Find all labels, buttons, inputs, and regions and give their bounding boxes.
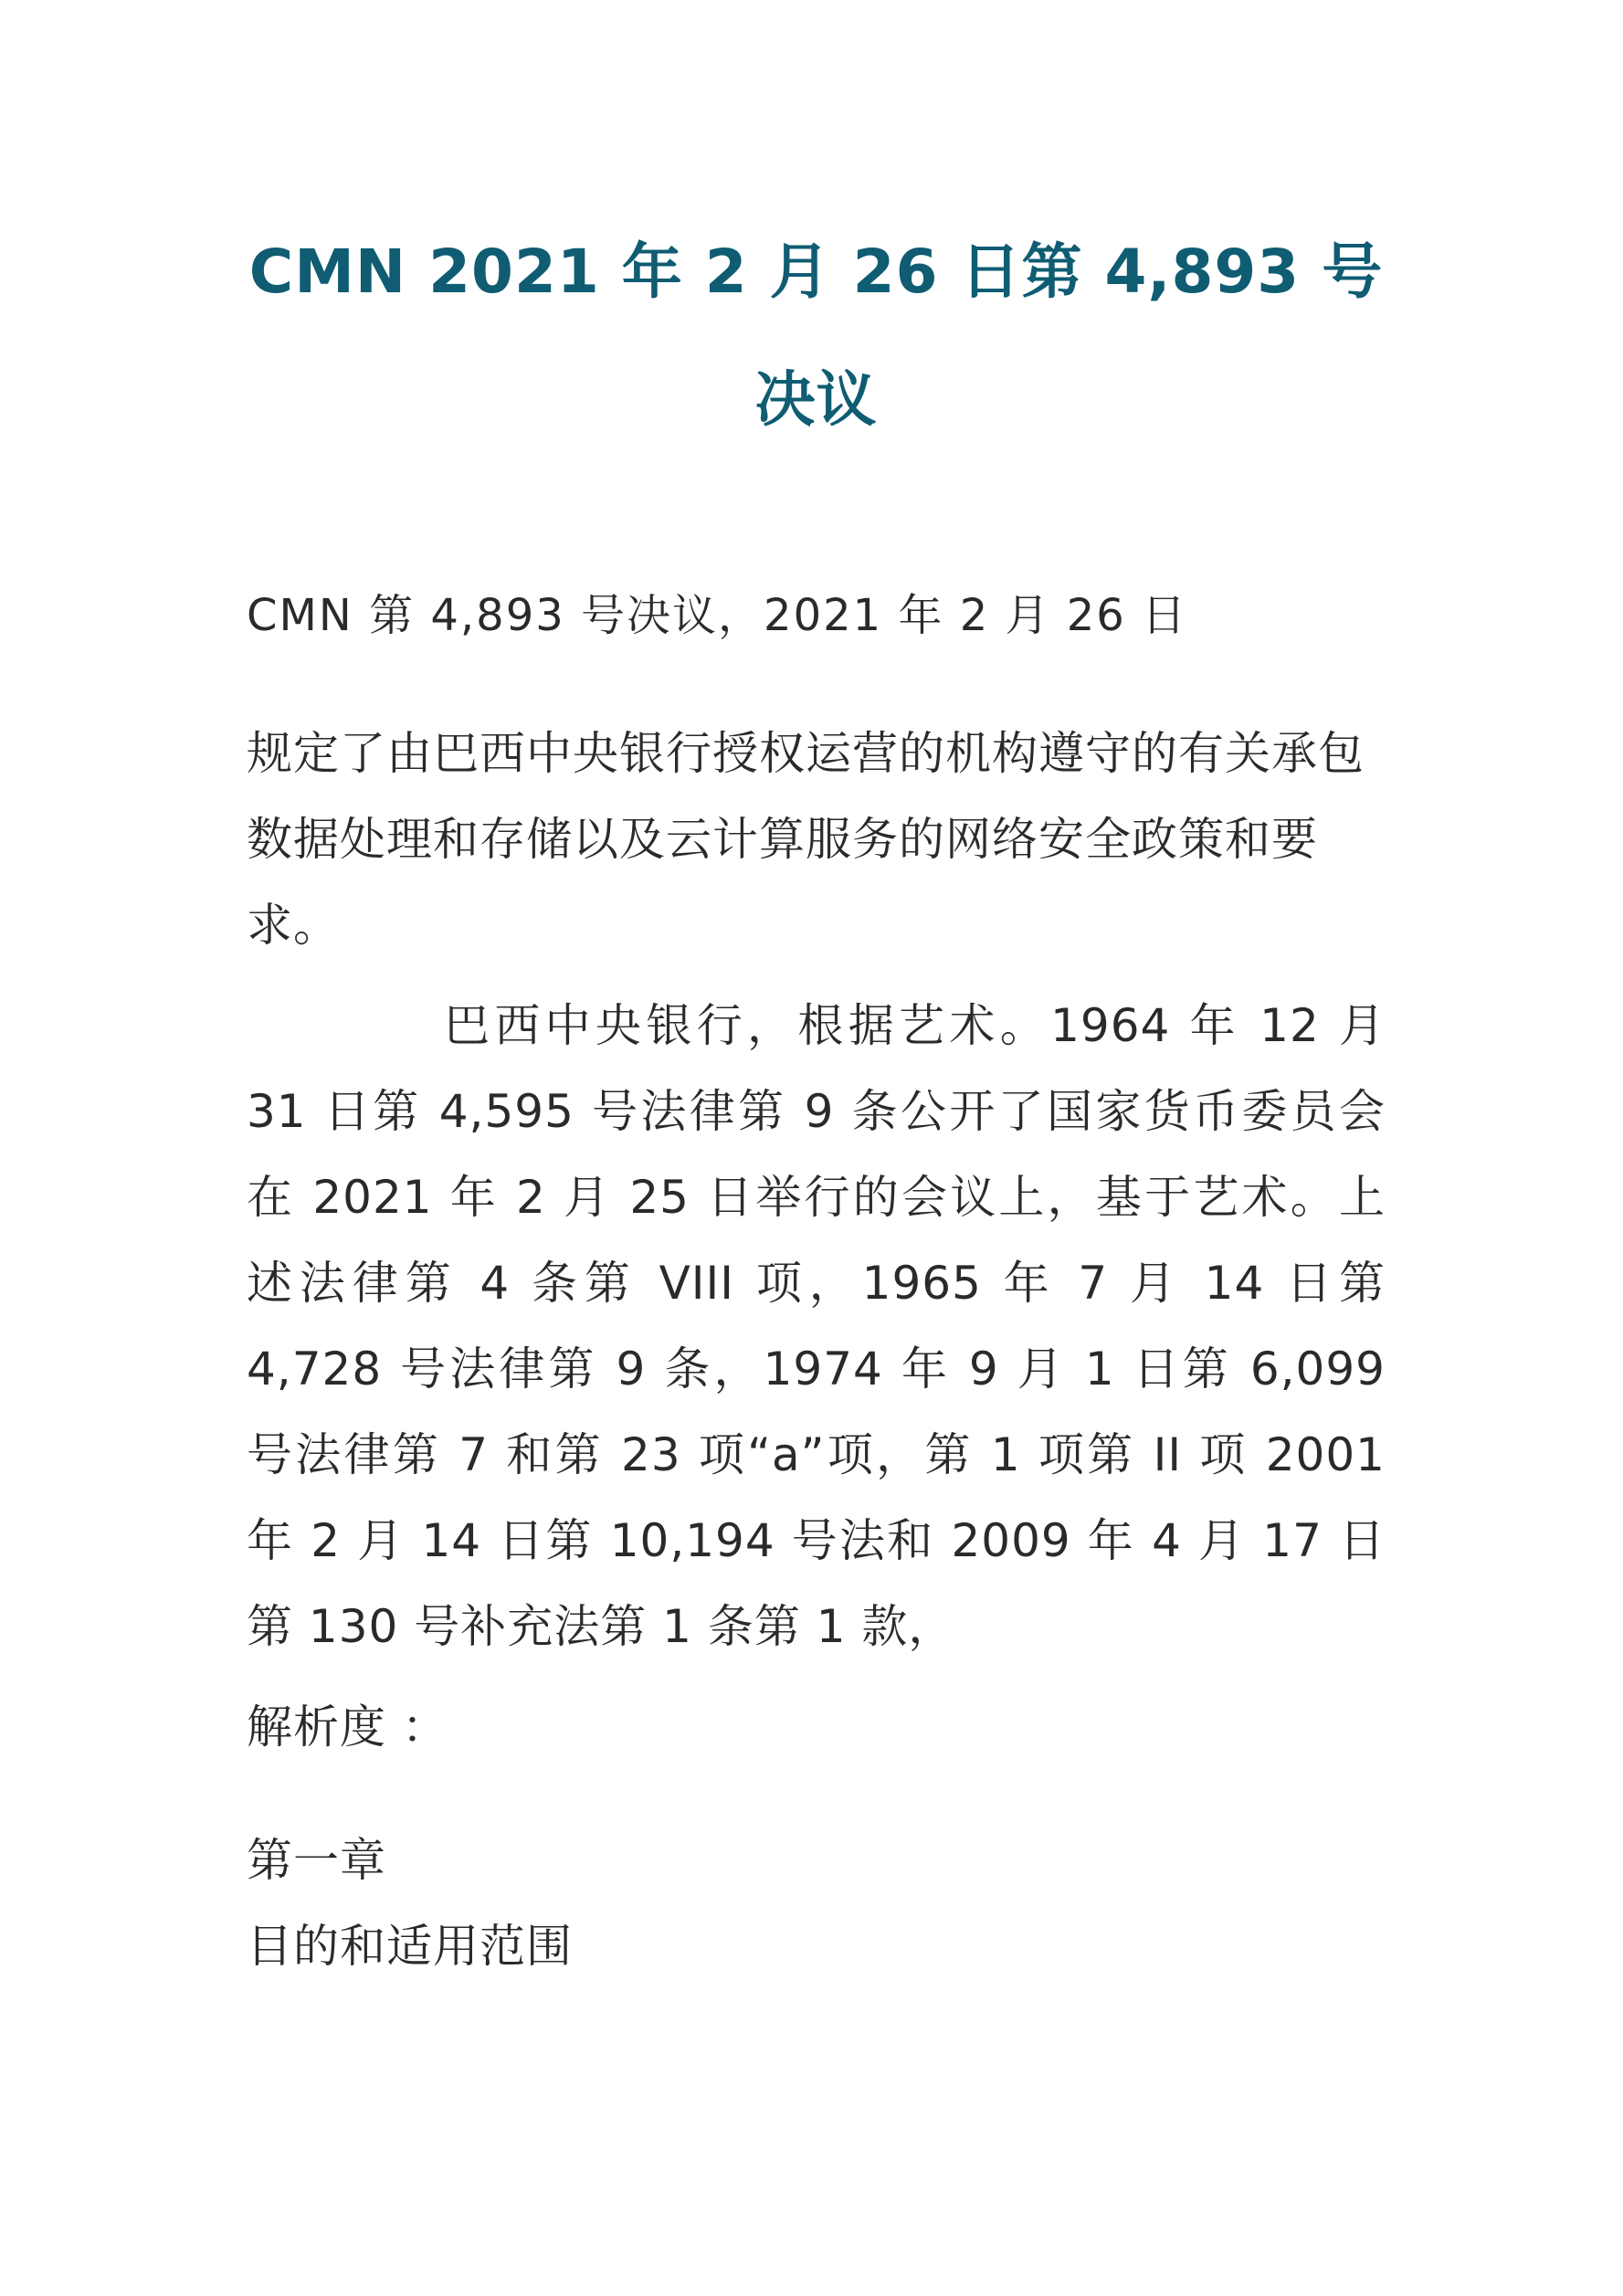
resolves-heading: 解析度 ：	[247, 1701, 448, 1754]
chapter-number: 第一章	[247, 1834, 386, 1887]
chapter-title: 目的和适用范围	[247, 1920, 573, 1973]
document-title	[247, 0, 1386, 464]
resolution-preamble: 巴西中央银行，根据艺术。1964 年 12 月 31 日第 4,595 号法律第 9 条公开了国家货币委员会在 2021 年 2 月 25 日举行的会议上，基于艺术。上述法律第 4 条第 VIII 项，1965 年 7 月 14 日第 4,728 号法律第 9 条，1974 年 9 月 1 日第 6,099 号法律第 7 和第 23 项“a”项，第 1 项第 II 项 2001 年 2 月 14 日第 10,194 号法和 2009 年 4 月 17 日第 130 号补充法第 1 条第 1 款，	[247, 999, 1386, 1653]
resolution-dateline: CMN 第 4,893 号决议，2021 年 2 月 26 日	[247, 590, 1188, 641]
resolution-summary: 规定了由巴西中央银行授权运营的机构遵守的有关承包数据处理和存储以及云计算服务的网络安全政策和要求。	[247, 727, 1365, 952]
chapter-heading	[247, 1817, 1386, 1989]
document-title-line-2: 决议	[754, 364, 878, 435]
document-title-line-1: CMN 2021 年 2 月 26 日第 4,893 号	[248, 237, 1384, 307]
